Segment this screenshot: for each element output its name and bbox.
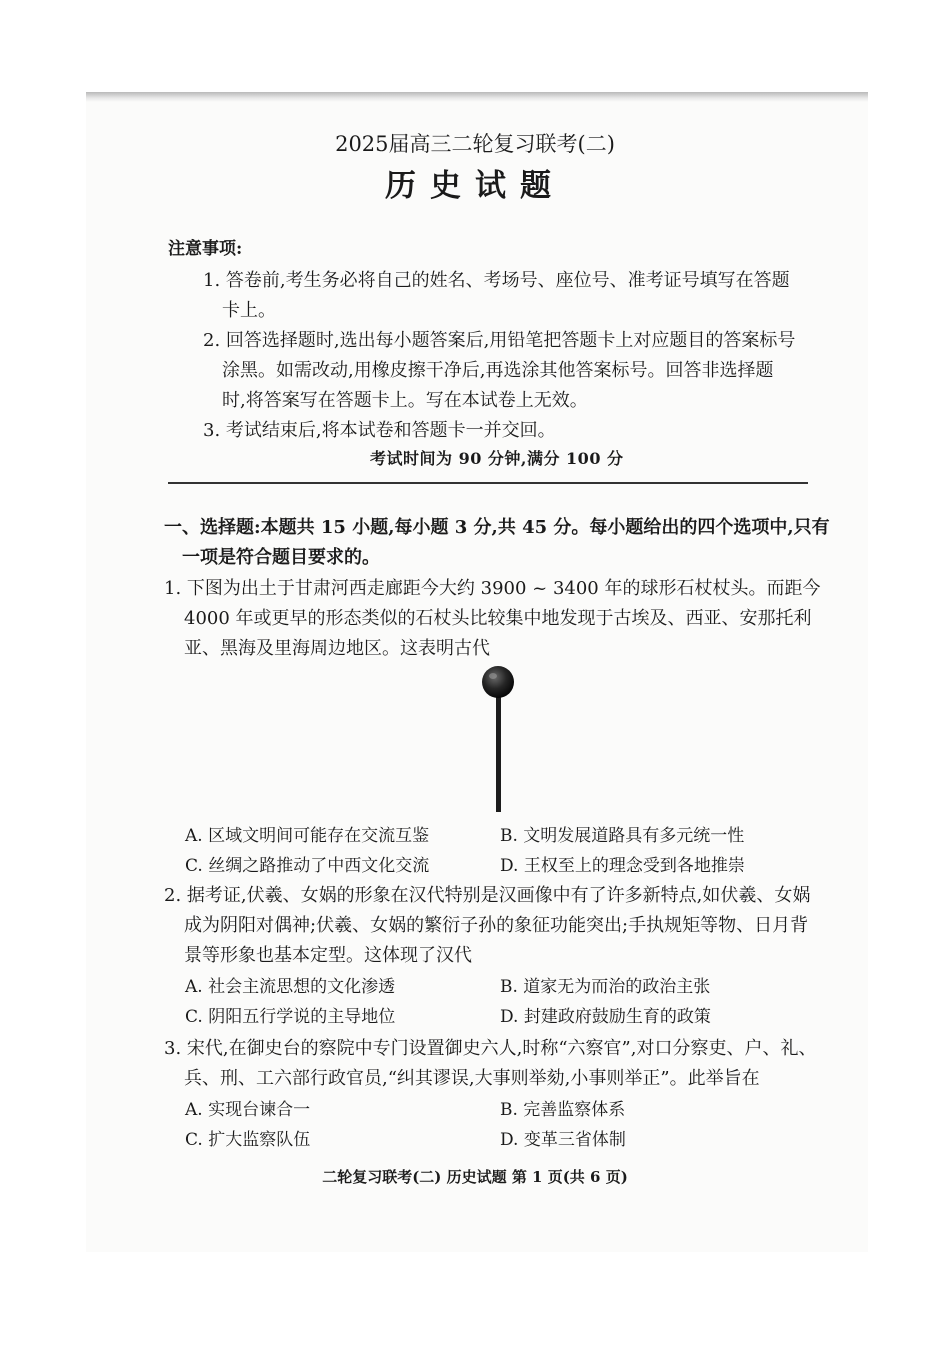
notice-line: 3. 考试结束后,将本试卷和答题卡一并交回。 xyxy=(203,420,556,441)
question-3-stem: 兵、刑、工六部行政官员,“纠其谬误,大事则举劾,小事则举正”。此举旨在 xyxy=(184,1068,760,1089)
q3-option-d: D. 变革三省体制 xyxy=(500,1130,626,1150)
q1-option-b: B. 文明发展道路具有多元统一性 xyxy=(500,826,745,846)
notice-line: 2. 回答选择题时,选出每小题答案后,用铅笔把答题卡上对应题目的答案标号 xyxy=(203,330,796,351)
notice-line: 涂黑。如需改动,用橡皮擦干净后,再选涂其他答案标号。回答非选择题 xyxy=(222,360,774,381)
q1-option-d: D. 王权至上的理念受到各地推崇 xyxy=(500,856,745,876)
q1-option-c: C. 丝绸之路推动了中西文化交流 xyxy=(185,856,430,876)
question-2-stem: 景等形象也基本定型。这体现了汉代 xyxy=(184,945,472,966)
paper-top-edge xyxy=(86,92,868,102)
q2-option-a: A. 社会主流思想的文化渗透 xyxy=(185,977,396,997)
notice-line: 卡上。 xyxy=(222,300,276,321)
q2-option-d: D. 封建政府鼓励生育的政策 xyxy=(500,1007,711,1027)
question-1-stem: 1. 下图为出土于甘肃河西走廊距今大约 3900 ~ 3400 年的球形石杖杖头。而距今 xyxy=(164,578,821,599)
q2-option-c: C. 阴阳五行学说的主导地位 xyxy=(185,1007,396,1027)
divider-line xyxy=(168,482,808,484)
notice-line: 时,将答案写在答题卡上。写在本试卷上无效。 xyxy=(222,390,588,411)
exam-title: 2025届高三二轮复习联考(二) xyxy=(335,132,615,156)
section-heading: 一项是符合题目要求的。 xyxy=(182,547,380,568)
notice-title: 注意事项: xyxy=(168,239,243,259)
section-heading: 一、选择题:本题共 15 小题,每小题 3 分,共 45 分。每小题给出的四个选项中,只有 xyxy=(164,517,830,538)
q3-option-c: C. 扩大监察队伍 xyxy=(185,1130,311,1150)
question-2-stem: 成为阴阳对偶神;伏羲、女娲的繁衍子孙的象征功能突出;手执规矩等物、日月背 xyxy=(184,915,809,936)
stone-mace-head-image xyxy=(476,662,522,814)
q3-option-a: A. 实现台谏合一 xyxy=(185,1100,311,1120)
q2-option-b: B. 道家无为而治的政治主张 xyxy=(500,977,711,997)
subject-title: 历史试题 xyxy=(385,168,565,204)
q1-option-a: A. 区域文明间可能存在交流互鉴 xyxy=(185,826,430,846)
page-footer: 二轮复习联考(二) 历史试题 第 1 页(共 6 页) xyxy=(322,1168,628,1186)
q3-option-b: B. 完善监察体系 xyxy=(500,1100,626,1120)
question-2-stem: 2. 据考证,伏羲、女娲的形象在汉代特别是汉画像中有了许多新特点,如伏羲、女娲 xyxy=(164,885,811,906)
question-3-stem: 3. 宋代,在御史台的察院中专门设置御史六人,时称“六察官”,对口分察吏、户、礼、 xyxy=(164,1038,817,1059)
exam-time-line: 考试时间为 90 分钟,满分 100 分 xyxy=(370,449,624,468)
question-1-stem: 4000 年或更早的形态类似的石杖头比较集中地发现于古埃及、西亚、安那托利 xyxy=(184,608,812,629)
notice-line: 1. 答卷前,考生务必将自己的姓名、考场号、座位号、准考证号填写在答题 xyxy=(203,270,790,291)
question-1-stem: 亚、黑海及里海周边地区。这表明古代 xyxy=(184,638,490,659)
